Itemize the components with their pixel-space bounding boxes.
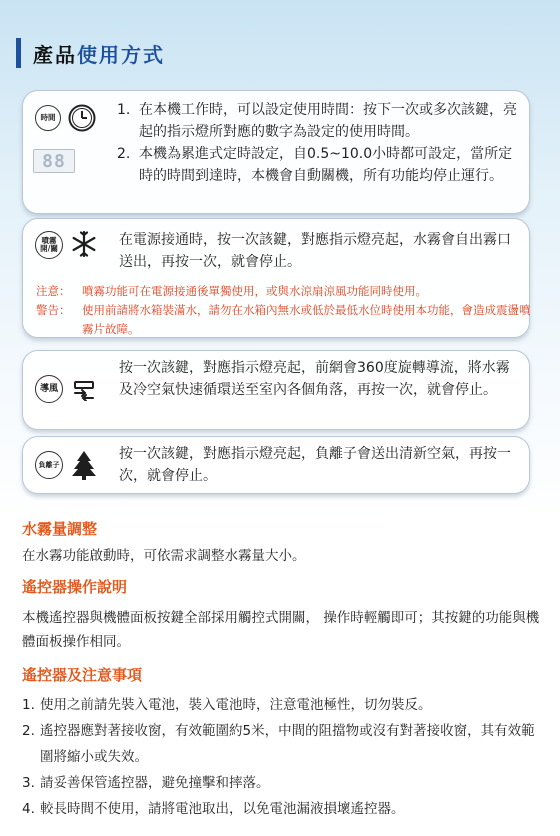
- list-item: [22, 718, 540, 770]
- ion-badge-label: 負離子: [38, 461, 60, 469]
- page-title-part2: 使用方式: [77, 42, 165, 67]
- mist-notes: [36, 282, 536, 339]
- remote-notes-list: [22, 692, 540, 822]
- ion-description: 按一次該鍵，對應指示燈亮起，負離子會送出清新空氣，再按一次，就會停止。: [119, 446, 511, 484]
- timer-badge-label: 時間: [40, 113, 56, 122]
- mist-badge-label: [40, 237, 58, 253]
- list-item: [117, 143, 517, 187]
- airflow-icon: [71, 377, 97, 403]
- note-text: 噴霧功能可在電源接通後單獨使用，或與水涼扇涼風功能同時使用。: [82, 284, 427, 298]
- item-number: 1.: [22, 697, 35, 713]
- mist-description: 在電源接通時，按一次該鍵，對應指示燈亮起，水霧會自出霧口送出，再按一次，就會停止。: [119, 232, 511, 270]
- page-title: [33, 39, 165, 68]
- item-number: 3.: [22, 775, 35, 791]
- page-title-part1: 產品: [33, 42, 77, 67]
- item-text: 使用之前請先裝入電池，裝入電池時，注意電池極性，切勿裝反。: [40, 697, 432, 713]
- item-number: 1.: [117, 102, 131, 118]
- caution-note: [36, 282, 536, 301]
- mist-badge-line2: 開/關: [40, 244, 58, 253]
- remote-ops-title: 遙控器操作說明: [22, 578, 128, 596]
- item-text: 本機為累進式定時設定，自0.5~10.0小時都可設定，當所定時的時間到達時，本機會自動關機，所有功能均停止運行。: [139, 146, 513, 184]
- mist-badge-line1: 噴霧: [41, 236, 57, 245]
- ion-button-badge: [35, 451, 63, 479]
- remote-ops-text: 本機遙控器與機體面板按鍵全部採用觸控式開關， 操作時輕觸即可；其按鍵的功能與機體面板操作相同。: [22, 610, 540, 650]
- snowflake-icon: [69, 229, 99, 259]
- item-number: 4.: [22, 801, 35, 817]
- wind-button-badge: [35, 375, 63, 403]
- clock-icon: [67, 103, 97, 133]
- wind-badge-label: 導風: [39, 384, 58, 394]
- list-item: [22, 692, 540, 718]
- timer-card: [22, 90, 530, 214]
- item-text: 在本機工作時，可以設定使用時間：按下一次或多次該鍵，亮起的指示燈所對應的數字為設定的使用時間。: [139, 102, 517, 140]
- mist-adjust-text: 在水霧功能啟動時，可依需求調整水霧量大小。: [22, 548, 306, 564]
- mist-adjust-title: 水霧量調整: [22, 520, 98, 538]
- page-header: [16, 38, 165, 68]
- ion-card: [22, 436, 530, 494]
- mist-button-badge: [35, 231, 63, 259]
- item-number: 2.: [22, 723, 35, 739]
- note-label: 注意：: [36, 284, 71, 298]
- wind-card: [22, 350, 530, 430]
- item-number: 2.: [117, 146, 131, 162]
- item-text: 請妥善保管遙控器，避免撞擊和摔落。: [40, 775, 270, 791]
- led-display-digits: 88: [42, 150, 66, 172]
- warning-note: [36, 301, 536, 339]
- tree-icon: [69, 449, 99, 481]
- list-item: [22, 796, 540, 822]
- timer-instructions: [117, 99, 517, 187]
- timer-button-badge: [35, 105, 61, 131]
- list-item: [22, 770, 540, 796]
- remote-notes-title: 遙控器及注意事項: [22, 666, 143, 684]
- header-accent-bar: [16, 38, 21, 68]
- wind-description: 按一次該鍵，對應指示燈亮起，前網會360度旋轉導流，將水霧及冷空氣快速循環送至室內各個角落，再按一次，就會停止。: [119, 360, 510, 398]
- list-item: [117, 99, 517, 143]
- item-text: 較長時間不使用，請將電池取出，以免電池漏液損壞遙控器。: [40, 801, 405, 817]
- note-label: 警告：: [36, 303, 71, 317]
- item-text: 遙控器應對著接收窗，有效範圍約5米，中間的阻擋物或沒有對著接收窗，其有效範圍將縮小或失效。: [40, 723, 535, 765]
- note-text: 使用前請將水箱裝滿水，請勿在水箱內無水或低於最低水位時使用本功能，會造成震盪噴霧片故障。: [82, 303, 531, 336]
- led-display-icon: [33, 149, 75, 173]
